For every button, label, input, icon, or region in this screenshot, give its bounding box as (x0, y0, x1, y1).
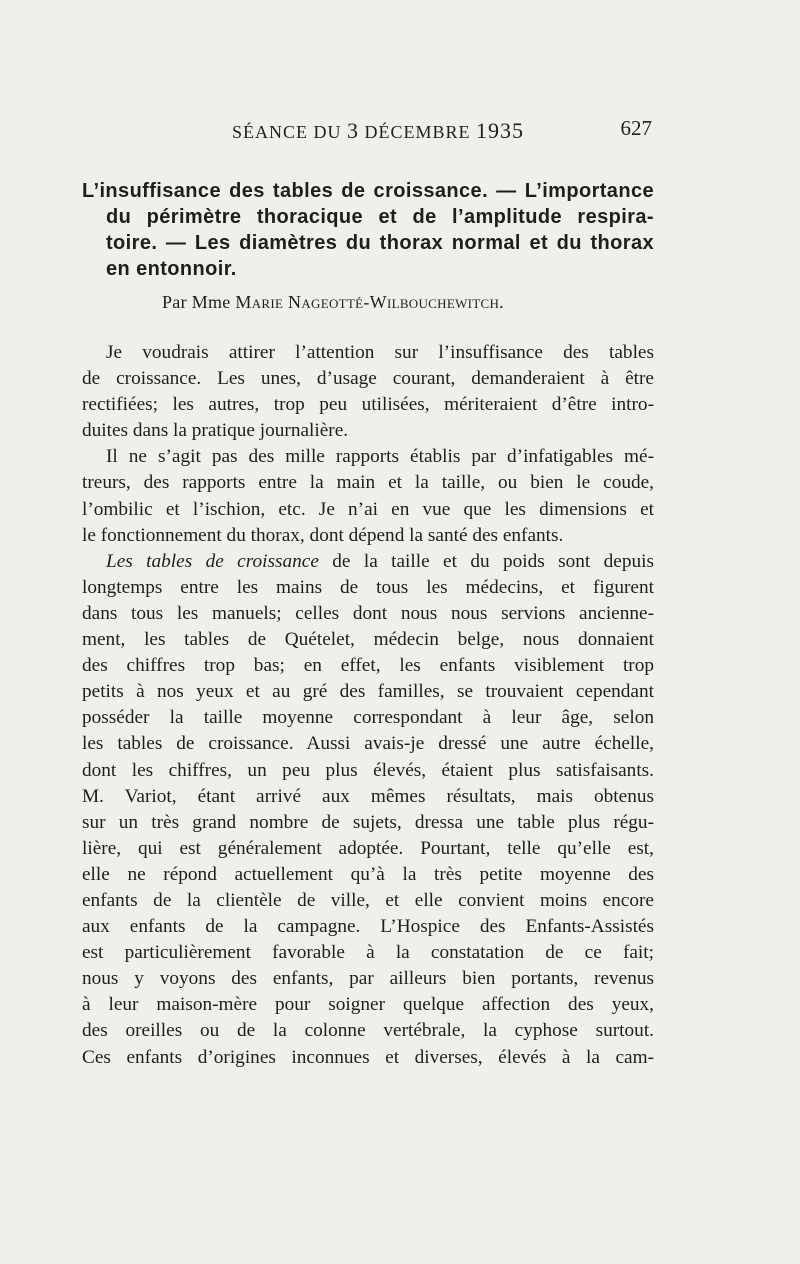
paragraph (82, 340, 654, 444)
italic-phrase: Les tables de croissance (106, 550, 319, 572)
text-line: le fonctionnement du thorax, dont dépend la santé des enfants. (82, 524, 564, 546)
running-head-year: 1935 (476, 118, 525, 143)
text-line: aux enfants de la campagne. L’Hospice des Enfants-Assistés (82, 916, 654, 938)
text-line: Je voudrais attirer l’attention sur l’insuffisance des tables (106, 342, 654, 363)
text-line: sur un très grand nombre de sujets, dressa une table plus régu- (82, 811, 654, 833)
line-rest: de la taille et du poids sont depuis (318, 550, 654, 572)
article-body (82, 340, 654, 1071)
text-line: l’ombilic et l’ischion, etc. Je n’ai en vue que les dimensions et (82, 498, 654, 520)
text-line: des chiffres trop bas; en effet, les enfants visiblement trop (82, 655, 654, 677)
text-line: M. Variot, étant arrivé aux mêmes résultats, mais obtenus (82, 785, 654, 807)
author-prefix: Par Mme (162, 292, 231, 312)
author-line (162, 292, 504, 313)
text-line: Ces enfants d’origines inconnues et diverses, élevés à la cam- (82, 1046, 654, 1068)
running-head-day: 3 (347, 118, 360, 143)
text-line: nous y voyons des enfants, par ailleurs bien portants, revenus (82, 968, 654, 990)
text-line: dans tous les manuels; celles dont nous nous servions ancienne- (82, 602, 654, 624)
title-line: toire. — Les diamètres du thorax normal et du thorax (106, 232, 654, 254)
text-line (82, 549, 654, 575)
page-number: 627 (620, 116, 652, 140)
text-line: est particulièrement favorable à la constatation de ce fait; (82, 942, 654, 964)
article-title (82, 178, 654, 282)
running-head-month: DÉCEMBRE (364, 122, 471, 142)
text-line: dont les chiffres, un peu plus élevés, étaient plus satisfaisants. (82, 759, 654, 781)
text-line: à leur maison-mère pour soigner quelque affection des yeux, (82, 994, 654, 1016)
text-line: enfants de la clientèle de ville, et elle convient moins encore (82, 889, 654, 911)
text-line: lière, qui est généralement adoptée. Pourtant, telle qu’elle est, (82, 837, 654, 859)
paragraph (82, 549, 654, 1071)
text-line: duites dans la pratique journalière. (82, 420, 349, 442)
text-line: les tables de croissance. Aussi avais-je dressé une autre échelle, (82, 733, 654, 755)
page-header (0, 118, 800, 144)
text-line: de croissance. Les unes, d’usage courant, demanderaient à être (82, 368, 654, 390)
running-head (232, 118, 524, 144)
text-line: treurs, des rapports entre la main et la taille, ou bien le coude, (82, 472, 654, 494)
paragraph (82, 444, 654, 548)
title-line: en entonnoir. (106, 258, 237, 280)
text-line: des oreilles ou de la colonne vertébrale, la cyphose surtout. (82, 1020, 654, 1042)
text-line: elle ne répond actuellement qu’à la très petite moyenne des (82, 863, 654, 885)
text-line: longtemps entre les mains de tous les médecins, et figurent (82, 576, 654, 598)
text-line: posséder la taille moyenne correspondant à leur âge, selon (82, 707, 654, 729)
running-head-prefix: SÉANCE DU (232, 122, 342, 142)
text-line: rectifiées; les autres, trop peu utilisées, mériteraient d’être intro- (82, 394, 654, 416)
text-line: ment, les tables de Quételet, médecin belge, nous donnaient (82, 629, 654, 651)
title-line: L’insuffisance des tables de croissance. — L’importance (82, 180, 654, 202)
title-line: du périmètre thoracique et de l’amplitude respira- (106, 206, 654, 228)
text-line: petits à nos yeux et au gré des familles, se trouvaient cependant (82, 681, 654, 703)
author-name: Marie Nageotté-Wilbouchewitch. (235, 292, 504, 312)
text-line: Il ne s’agit pas des mille rapports établis par d’infatigables mé- (106, 446, 654, 468)
